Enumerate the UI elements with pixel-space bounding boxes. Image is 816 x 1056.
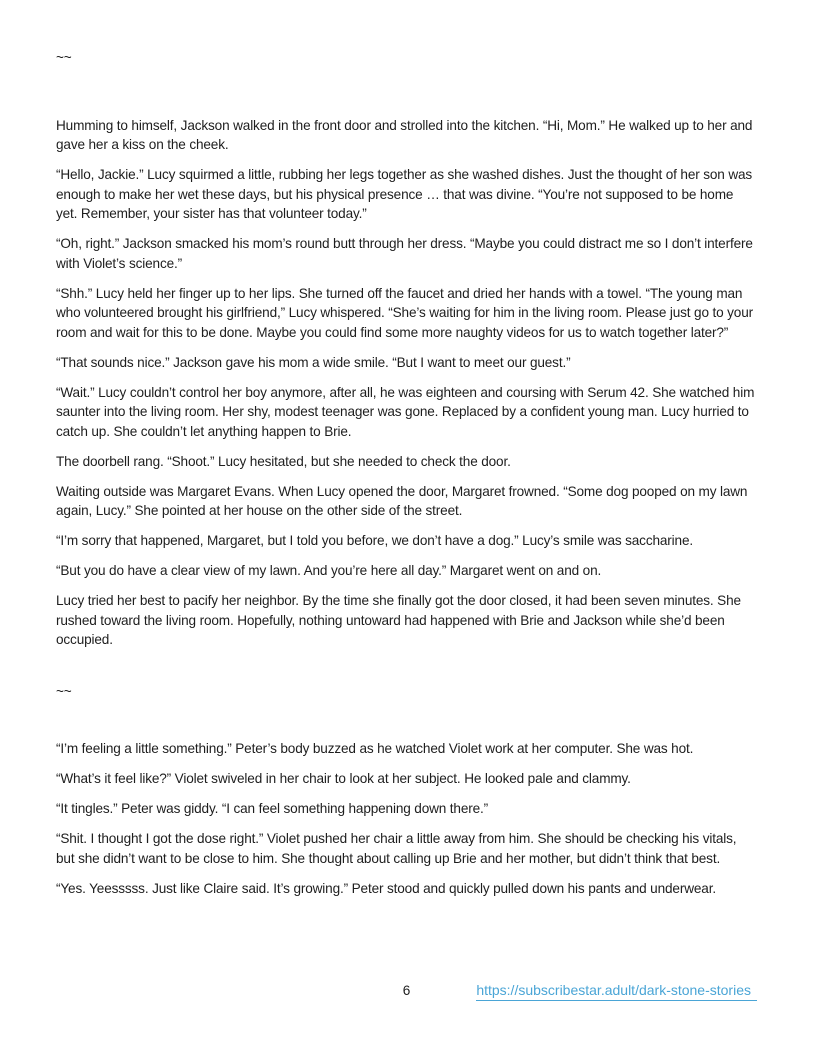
story-paragraph: “Yes. Yeesssss. Just like Claire said. It’s growing.” Peter stood and quickly pulled down his pants and underwear. [56,880,716,896]
story-paragraph: “I’m sorry that happened, Margaret, but I told you before, we don’t have a dog.” Lucy’s smile was saccharine. [56,533,693,548]
story-paragraph: “That sounds nice.” Jackson gave his mom a wide smile. “But I want to meet our guest.” [56,354,571,370]
story-paragraph: “Wait.” Lucy couldn’t control her boy anymore, after all, he was eighteen and coursing with Serum 42. She watched him saunter into the living room. Her shy, modest teenager was gone. Replaced by a confident young man. Lucy hurried to catch up. She couldn’t let anything happen to Brie. [56,384,755,439]
story-paragraph: “Hello, Jackie.” Lucy squirmed a little, rubbing her legs together as she washed dishes. Just the thought of her son was enough to make her wet these days, but his physical presence … that was divine. “You’re not supposed to be home yet. Remember, your sister has that volunteer today.” [56,167,753,221]
story-paragraph: “Shh.” Lucy held her finger up to her lips. She turned off the faucet and dried her hands with a towel. “The young man who volunteered brought his girlfriend,” Lucy whispered. “She’s waiting for him in the living room. Please just go to your room and wait for this to be done. Maybe you could find some more naughty videos for us to watch together later?” [56,285,753,340]
story-paragraph: “It tingles.” Peter was giddy. “I can feel something happening down there.” [56,801,489,816]
story-paragraph: Lucy tried her best to pacify her neighbor. By the time she finally got the door closed, it had been seven minutes. She rushed toward the living room. Hopefully, nothing untoward had happened with Brie and Jackson while she’d been occupied. [56,593,741,647]
page-footer [56,981,757,1003]
story-paragraph: The doorbell rang. “Shoot.” Lucy hesitated, but she needed to check the door. [56,453,511,469]
page-body-text [56,48,757,909]
scene-separator: ~~ [56,683,72,699]
story-paragraph: Humming to himself, Jackson walked in the front door and strolled into the kitchen. “Hi, Mom.” He walked up to her and gave her a kiss on the cheek. [56,117,753,152]
story-paragraph: “Oh, right.” Jackson smacked his mom’s round butt through her dress. “Maybe you could distract me so I don’t interfere with Violet’s science.” [56,236,753,271]
footer-link[interactable]: https://subscribestar.adult/dark-stone-stories [476,981,757,1001]
story-paragraph: “But you do have a clear view of my lawn. And you’re here all day.” Margaret went on and on. [56,563,602,578]
scene-separator: ~~ [56,50,72,65]
story-paragraph: “I’m feeling a little something.” Peter’s body buzzed as he watched Violet work at her computer. She was hot. [56,741,694,756]
story-paragraph: “What’s it feel like?” Violet swiveled in her chair to look at her subject. He looked pale and clammy. [56,771,631,786]
page-number: 6 [402,983,411,998]
story-paragraph: “Shit. I thought I got the dose right.” Violet pushed her chair a little away from him. She should be checking his vitals, but she didn’t want to be close to him. She thought about calling up Brie and her mother, but didn’t think that best. [56,831,737,866]
story-paragraph: Waiting outside was Margaret Evans. When Lucy opened the door, Margaret frowned. “Some dog pooped on my lawn again, Lucy.” She pointed at her house on the other side of the street. [56,483,748,518]
